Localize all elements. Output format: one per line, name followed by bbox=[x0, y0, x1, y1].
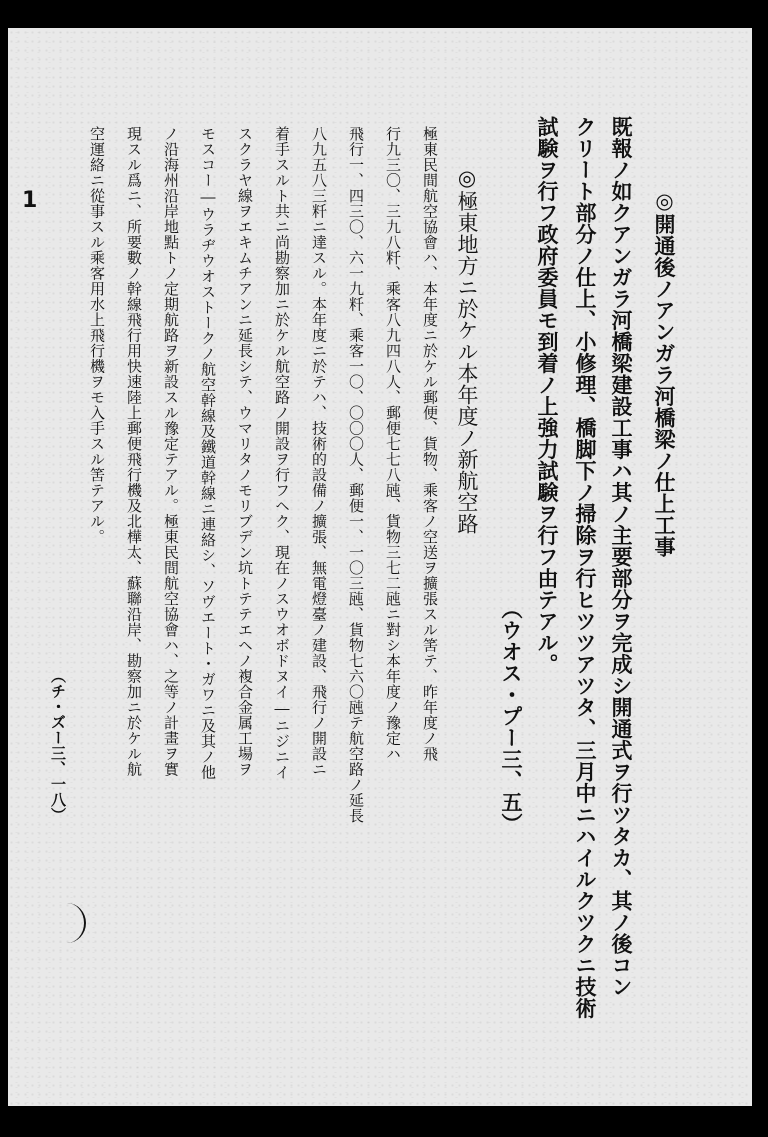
article-2-title: ◎極東地方ニ於ケル本年度ノ新航空路 bbox=[455, 166, 479, 535]
article-2-line-3: 飛行一、四三〇、六一九粁、乘客一〇、〇〇〇人、郵便一、一〇三瓲、貨物七六〇瓲テ航空路ノ延長 bbox=[347, 126, 365, 824]
document-page bbox=[8, 28, 752, 1106]
article-2-line-6: スクラヤ線ヲエキムチアンニ延長シテ、ウマリタノモリブデン坑トテテエヘノ複合金属工場ヲ bbox=[236, 126, 254, 777]
article-2-line-4: 八九五八三粁ニ達スル。本年度ニ於テハ、技術的設備ノ擴張、無電燈臺ノ建設、飛行ノ開設ニ bbox=[310, 126, 328, 777]
article-2-line-5: 着手スルト共ニ尚勘察加ニ於ケル航空路ノ開設ヲ行フヘク、現在ノスウオボドヌイ―ニジニイ bbox=[273, 126, 291, 780]
article-1-title: ◎開通後ノアンガラ河橋梁ノ仕上工事 bbox=[652, 188, 677, 558]
article-2-line-7: モスコー―ウラヂウオストークノ航空幹線及鐵道幹線ニ連絡シ、ソヴエート・ガワニ及其ノ他 bbox=[199, 126, 217, 780]
article-2-line-1: 極東民間航空協會ハ、本年度ニ於ケル郵便、貨物、乘客ノ空送ヲ擴張スル筈テ、昨年度ノ飛 bbox=[421, 126, 439, 762]
margin-mark: 1 bbox=[22, 188, 38, 213]
article-2-line-9: 現スル爲ニ、所要數ノ幹線飛行用快速陸上郵便飛行機及北樺太、蘇聯沿岸、勘察加ニ於ケル航 bbox=[125, 126, 143, 777]
article-1-source: （ウオス・プー三、五） bbox=[499, 598, 524, 835]
article-2-line-10: 空運絡ニ從事スル乘客用水上飛行機ヲモ入手スル筈テアル。 bbox=[88, 126, 106, 545]
article-1-line-3: 試験ヲ行フ政府委員モ到着ノ上強力試験ヲ行フ由テアル。 bbox=[535, 116, 560, 675]
article-1-line-1: 既報ノ如クアンガラ河橋梁建設工事ハ其ノ主要部分ヲ完成シ開通式ヲ行ツタカ、其ノ後コン bbox=[609, 116, 634, 998]
article-2-line-8: ノ沿海州沿岸地點トノ定期航路ヲ新設スル豫定テアル。極東民間航空協會ハ、之等ノ計畫ヲ實 bbox=[162, 126, 180, 777]
article-2-source: （チ・ズー三、一八） bbox=[49, 668, 67, 823]
pen-scratch bbox=[48, 903, 86, 943]
article-2-line-2: 行九三〇、三九八粁、乘客八九四八人、郵便七七八瓲、貨物三七二瓲ニ對シ本年度ノ豫定ハ bbox=[384, 126, 402, 762]
article-1-line-2: クリート部分ノ仕上、小修理、橋脚下ノ掃除ヲ行ヒツツアツタ、三月中ニハイルクツクニ技術 bbox=[573, 116, 598, 1019]
